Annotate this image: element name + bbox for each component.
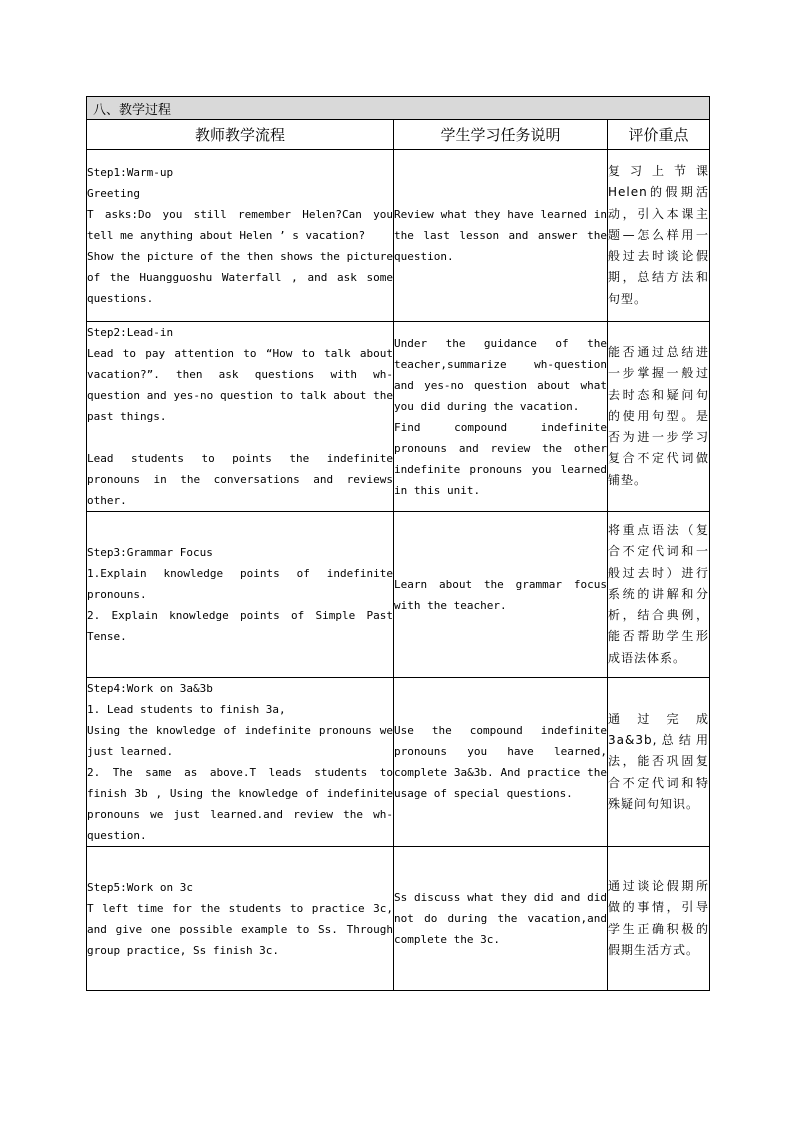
- teacher-line: Show the picture of the then shows the picture of the Huangguoshu Waterfall , and ask some questions.: [87, 250, 393, 305]
- teacher-line: 2. Explain knowledge points of Simple Past Tense.: [87, 609, 393, 643]
- teacher-cell: [87, 322, 394, 512]
- evaluation-cell: 将重点语法（复合不定代词和一般过去时）进行系统的讲解和分析，结合典例，能否帮助学生形成语法体系。: [608, 512, 710, 678]
- teacher-line: T left time for the students to practice 3c, and give one possible example to Ss. Through group practice, Ss finish 3c.: [87, 901, 393, 957]
- teacher-line: Lead students to points the indefinite pronouns in the conversations and reviews other.: [87, 452, 393, 507]
- table-row: [87, 678, 710, 847]
- teacher-line: T asks:Do you still remember Helen?Can you tell me anything about Helen ’ s vacation?: [87, 208, 393, 242]
- evaluation-cell: 复习上节课Helen的假期活动，引入本课主题—怎么样用一般过去时谈论假期，总结方法和句型。: [608, 150, 710, 322]
- teacher-line: 1. Lead students to finish 3a,: [87, 703, 286, 716]
- header-evaluation-focus: 评价重点: [608, 120, 710, 150]
- spacer: [87, 427, 393, 448]
- teacher-line: Step5:Work on 3c: [87, 880, 193, 894]
- teacher-cell: [87, 512, 394, 678]
- teacher-line: Step4:Work on 3a&3b: [87, 682, 213, 695]
- student-cell: [394, 678, 608, 847]
- table-row: [87, 847, 710, 991]
- table-row: [87, 150, 710, 322]
- teacher-line: Step3:Grammar Focus: [87, 546, 213, 559]
- teacher-line: 2. The same as above.T leads students to finish 3b , Using the knowledge of indefinite pronouns we just learned.and review the wh-question.: [87, 766, 393, 842]
- evaluation-cell: 能否通过总结进一步掌握一般过去时态和疑问句的使用句型。是否为进一步学习复合不定代词做铺垫。: [608, 322, 710, 512]
- student-cell: [394, 512, 608, 678]
- student-line: Learn about the grammar focus with the teacher.: [394, 577, 607, 612]
- student-line: Review what they have learned in the last lesson and answer the question.: [394, 208, 607, 263]
- student-line: Use the compound indefinite pronouns you have learned, complete 3a&3b. And practice the usage of special questions.: [394, 724, 607, 800]
- header-student-tasks: 学生学习任务说明: [394, 120, 608, 150]
- teacher-line: Step1:Warm-up: [87, 166, 174, 179]
- teacher-line: Step2:Lead-in: [87, 326, 174, 339]
- header-teacher-process: 教师教学流程: [87, 120, 394, 150]
- evaluation-cell: 通过谈论假期所做的事情，引导学生正确积极的假期生活方式。: [608, 847, 710, 991]
- lesson-process-table: [86, 96, 710, 991]
- teacher-line: Greeting: [87, 187, 140, 200]
- section-title: 八、教学过程: [87, 97, 710, 120]
- evaluation-cell: 通过完成3a&3b,总结用法，能否巩固复合不定代词和特殊疑问句知识。: [608, 678, 710, 847]
- table-row: [87, 512, 710, 678]
- student-cell: [394, 150, 608, 322]
- teacher-cell: [87, 150, 394, 322]
- teacher-cell: [87, 847, 394, 991]
- teacher-cell: [87, 678, 394, 847]
- table-row: [87, 322, 710, 512]
- student-line: Ss discuss what they did and did not do during the vacation,and complete the 3c.: [394, 891, 607, 946]
- student-cell: [394, 847, 608, 991]
- teacher-line: Using the knowledge of indefinite pronouns we just learned.: [87, 724, 393, 758]
- student-line: Under the guidance of the teacher,summarize wh-question and yes-no question about what you did during the vacation.: [394, 336, 607, 413]
- student-cell: [394, 322, 608, 512]
- student-line: Find compound indefinite pronouns and review the other indefinite pronouns you learned in this unit.: [394, 420, 607, 497]
- teacher-line: 1.Explain knowledge points of indefinite pronouns.: [87, 567, 393, 601]
- teacher-line: Lead to pay attention to “How to talk about vacation?”. then ask questions with wh-question and yes-no question to talk about the past things.: [87, 347, 393, 423]
